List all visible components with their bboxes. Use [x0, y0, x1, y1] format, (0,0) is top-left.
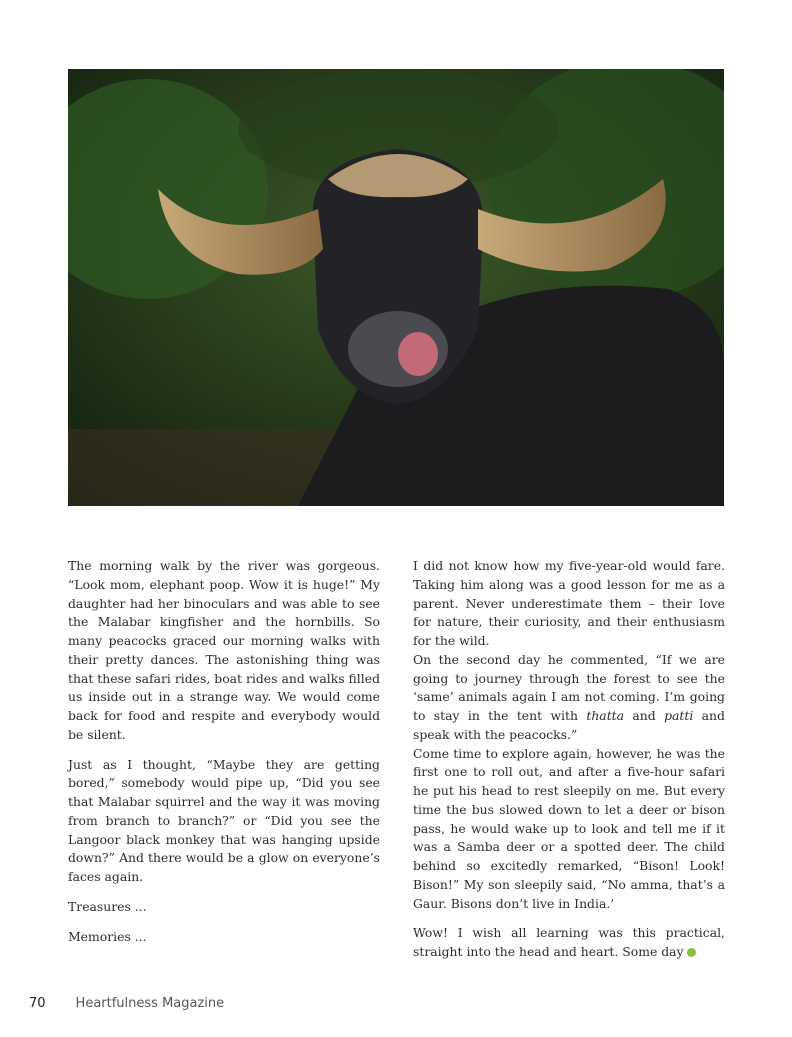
paragraph: Just as I thought, “Maybe they are getting bored,” somebody would pipe up, “Did you see that Malabar squirrel and the way it was moving from branch to branch?” or “Did you see the Langoor black monkey that was hanging upside down?” And there would be a glow on everyone’s faces again.	[68, 756, 380, 884]
paragraph: Treasures ...	[68, 898, 147, 914]
paragraph	[413, 651, 725, 745]
photo-gaur	[68, 69, 724, 506]
text-span: Wow! I wish all learning was this practical, straight into the head and heart. Some day	[413, 925, 725, 959]
paragraph: Come time to explore again, however, he was the first one to roll out, and after a five-hour safari he put his head to rest sleepily on me. But every time the bus slowed down to let a deer or bison pass, he would wake up to look and tell me if it was a Samba deer or a spotted deer. The child behind so excitedly remarked, “Bison! Look! Bison!” My son sleepily said, “No amma, that’s a Gaur. Bisons don’t live in India.’	[413, 745, 725, 911]
end-of-article-dot-icon	[687, 948, 696, 957]
italic-word: thatta	[586, 708, 625, 723]
page-footer	[29, 996, 224, 1011]
page-number: 70	[29, 996, 46, 1011]
magazine-name: Heartfulness Magazine	[75, 996, 225, 1011]
text-span: and	[624, 708, 665, 723]
left-column	[68, 557, 380, 946]
paragraph: The morning walk by the river was gorgeous. “Look mom, elephant poop. Wow it is huge!” My daughter had her binoculars and was able to see the Malabar kingfisher and the hornbills. So many peacocks graced our morning walks with their pretty dances. The astonishing thing was that these safari rides, boat rides and walks filled us inside out in a strange way. We would come back for food and respite and everybody would be silent.	[68, 558, 380, 742]
italic-word: patti	[664, 708, 694, 723]
paragraph: Memories ...	[68, 928, 147, 944]
text-span: and speak with the peacocks.”	[413, 708, 725, 742]
right-column	[413, 557, 725, 962]
article-photo	[68, 69, 724, 506]
text-span: On the second day he commented, “If we are going to journey through the forest to see the ‘same’ animals again I am not coming. I’m going to stay in the tent with	[413, 651, 725, 723]
paragraph	[413, 924, 725, 962]
paragraph: I did not know how my five-year-old would fare. Taking him along was a good lesson for me as a parent. Never underestimate them – their love for nature, their curiosity, and their enthusiasm for the wild.	[413, 558, 725, 648]
